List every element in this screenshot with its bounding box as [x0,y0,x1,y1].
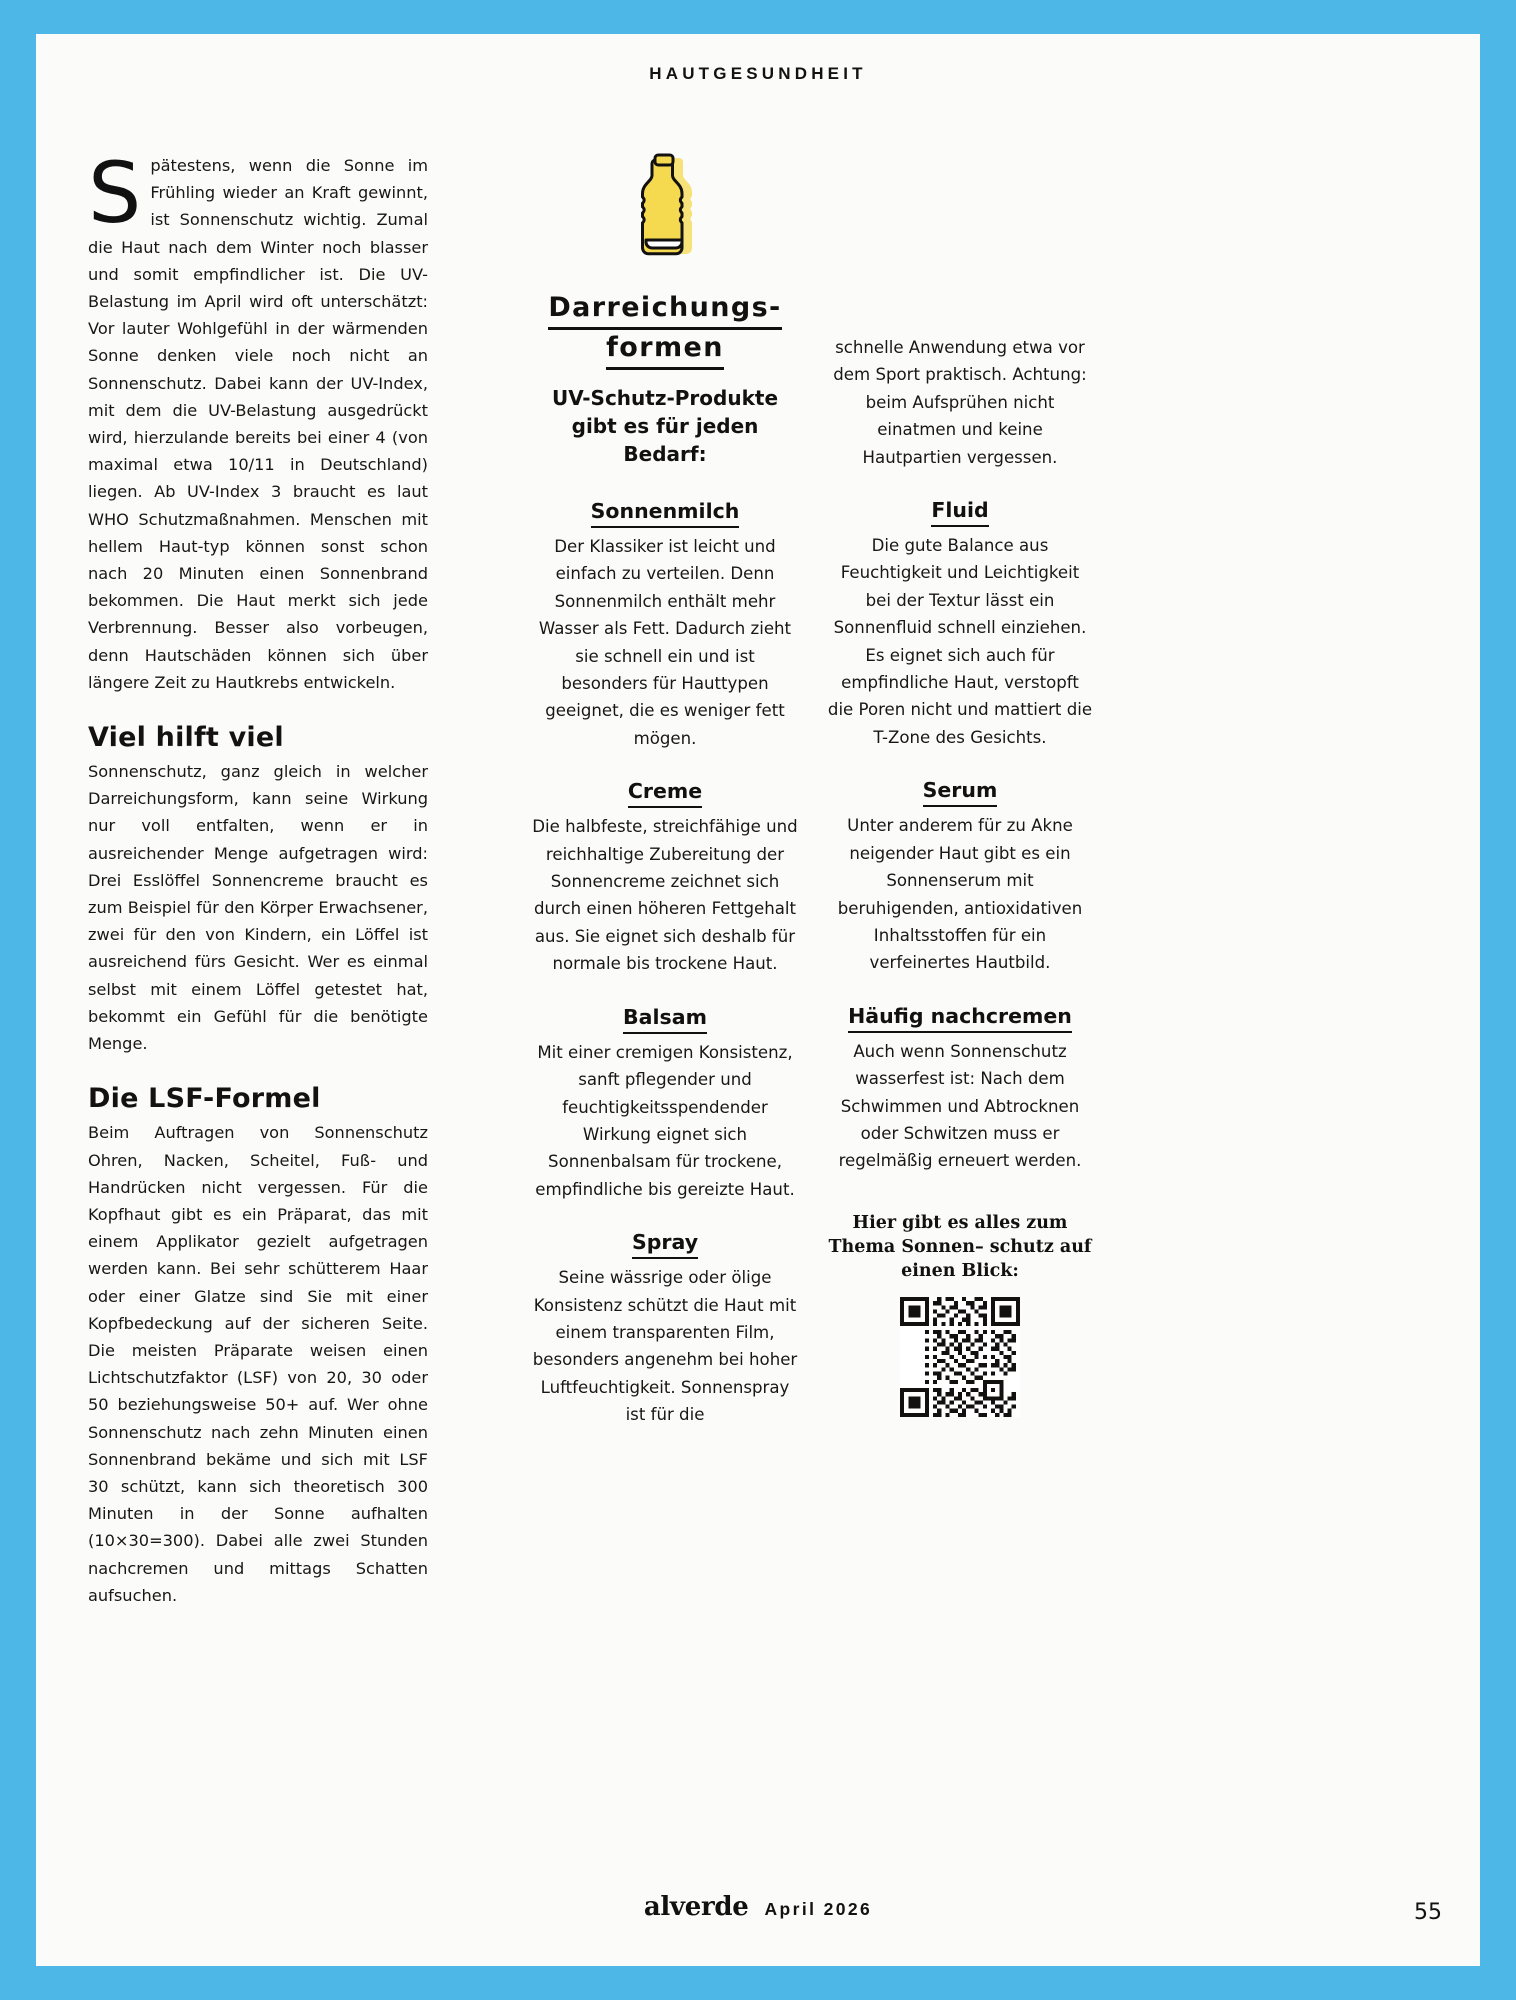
intro-paragraph-text: pätestens, wenn die Sonne im Frühling wieder an Kraft gewinnt, ist Sonnenschutz wichtig. Zumal die Haut nach dem Winter noch blasser und somit empfindlicher ist. Die UV-Belastung im April wird oft unterschätzt: Vor lauter Wohlgefühl in der wärmenden Sonne denken viele noch nicht an Sonnenschutz. Dabei kann der UV-Index, mit dem die UV-Belastung ausgedrückt wird, hierzulande bereits bei einer 4 (von maximal etwa 10/11 in Deutschland) liegen. Ab UV-Index 3 braucht es laut WHO Schutzmaßnahmen. Menschen mit hellem Haut-typ können sonst schon nach 20 Minuten einen Sonnenbrand bekommen. Die Haut merkt sich jede Verbrennung. Besser also vorbeugen, denn Hautschäden können sich über längere Zeit zu Hautkrebs entwickeln. [88,156,428,692]
footer-center [36,1892,1480,1922]
feature-subtitle: UV-Schutz-Produkte gibt es für jeden Bedarf: [551,386,779,466]
drop-cap: S [88,144,142,242]
item-body-spray: Seine wässrige oder ölige Konsistenz schützt die Haut mit einem transparenten Film, besonders angenehm bei hoher Luftfeuchtigkeit. Sonnenspray ist für die [532,1268,798,1425]
feature-title-line-2: formen [606,330,724,370]
bottle-icon-wrap [530,152,800,268]
item-body-sonnenmilch: Der Klassiker ist leicht und einfach zu verteilen. Denn Sonnenmilch enthält mehr Wasser als Fett. Dadurch zieht sie schnell ein und ist besonders für Hauttypen geeignet, die es weniger fett mögen. [538,537,792,748]
section-heading-lsf-formel: Die LSF-Formel [88,1083,321,1115]
column-middle [530,152,800,1429]
column-right [826,334,1094,1421]
item-body-serum: Unter anderem für zu Akne neigender Haut gibt es ein Sonnenserum mit beruhigenden, antioxidativen Inhaltsstoffen für ein verfeinertes Hautbild. [837,816,1083,973]
section-body-viel-hilft-viel: Sonnenschutz, ganz gleich in welcher Darreichungsform, kann seine Wirkung nur voll entfalten, wenn er in ausreichender Menge aufgetragen wird: Drei Esslöffel Sonnencreme braucht es zum Beispiel für den Körper Erwachsener, zwei für den von Kindern, ein Löffel ist ausreichend fürs Gesicht. Wer es einmal selbst mit einem Löffel getestet hat, bekommt ein Gefühl für die benötigte Menge. [88,762,428,1054]
item-body-creme: Die halbfeste, streichfähige und reichhaltige Zubereitung der Sonnencreme zeichnet sich durch einen höheren Fettgehalt aus. Sie eignet sich deshalb für normale bis trockene Haut. [532,817,798,974]
item-heading-spray: Spray [530,1229,800,1259]
brand-logo: alverde [643,1892,749,1922]
item-heading-fluid: Fluid [826,497,1094,527]
page-border-right [1480,0,1516,2000]
page-border-top [0,0,1516,34]
item-heading-haeufig-nachcremen: Häufig nachcremen [826,1003,1094,1033]
qr-promo-block [826,1211,1094,1421]
feature-title [530,290,800,370]
intro-paragraph [88,144,428,696]
item-heading-balsam: Balsam [530,1004,800,1034]
issue-date: April 2026 [764,1899,873,1919]
qr-caption: Hier gibt es alles zum Thema Sonnen– schutz auf einen Blick: [828,1212,1092,1281]
feature-title-line-1: Darreichungs- [548,290,781,330]
section-body-lsf-formel: Beim Auftragen von Sonnenschutz Ohren, Nacken, Scheitel, Fuß- und Handrücken nicht vergessen. Für die Kopfhaut gibt es ein Präparat, das mit einem Applikator gezielt aufgetragen werden kann. Bei sehr schütterem Haar oder einer Glatze sind Sie mit einer Kopfbedeckung auf der sicheren Seite. Die meisten Präparate weisen einen Lichtschutzfaktor (LSF) von 20, 30 oder 50 beziehungsweise 50+ auf. Wer ohne Sonnenschutz nach zehn Minuten einen Sonnenbrand bekäme und sich mit LSF 30 schützt, kann sich theoretisch 300 Minuten in der Sonne aufhalten (10×30=300). Dabei alle zwei Stunden nachcremen und mittags Schatten aufsuchen. [88,1123,428,1605]
running-head: HAUTGESUNDHEIT [649,64,867,83]
qr-code-icon[interactable] [900,1297,1020,1417]
item-heading-sonnenmilch: Sonnenmilch [530,498,800,528]
item-body-fluid: Die gute Balance aus Feuchtigkeit und Leichtigkeit bei der Textur lässt ein Sonnenfluid schnell einziehen. Es eignet sich auch für empfindliche Haut, verstopft die Poren nicht und mattiert die T-Zone des Gesichts. [827,536,1093,747]
spray-continuation-text: schnelle Anwendung etwa vor dem Sport praktisch. Achtung: beim Aufsprühen nicht einatmen und keine Hautpartien vergessen. [833,338,1087,467]
item-body-balsam: Mit einer cremigen Konsistenz, sanft pflegender und feuchtigkeitsspendender Wirkung eignet sich Sonnenbalsam für trockene, empfindliche bis gereizte Haut. [535,1042,795,1199]
column-left [88,144,428,1609]
section-heading-viel-hilft-viel: Viel hilft viel [88,722,284,754]
page-number: 55 [1414,1900,1442,1925]
sunscreen-bottle-icon [619,152,711,268]
page-sheet [36,34,1480,1966]
item-body-haeufig-nachcremen: Auch wenn Sonnenschutz wasserfest ist: Nach dem Schwimmen und Abtrocknen oder Schwitzen muss er regelmäßig erneuert werden. [838,1041,1082,1171]
item-heading-creme: Creme [530,778,800,808]
page-border-left [0,0,36,2000]
page-border-bottom [0,1966,1516,2000]
item-heading-serum: Serum [826,777,1094,807]
page-footer [36,1892,1480,1925]
